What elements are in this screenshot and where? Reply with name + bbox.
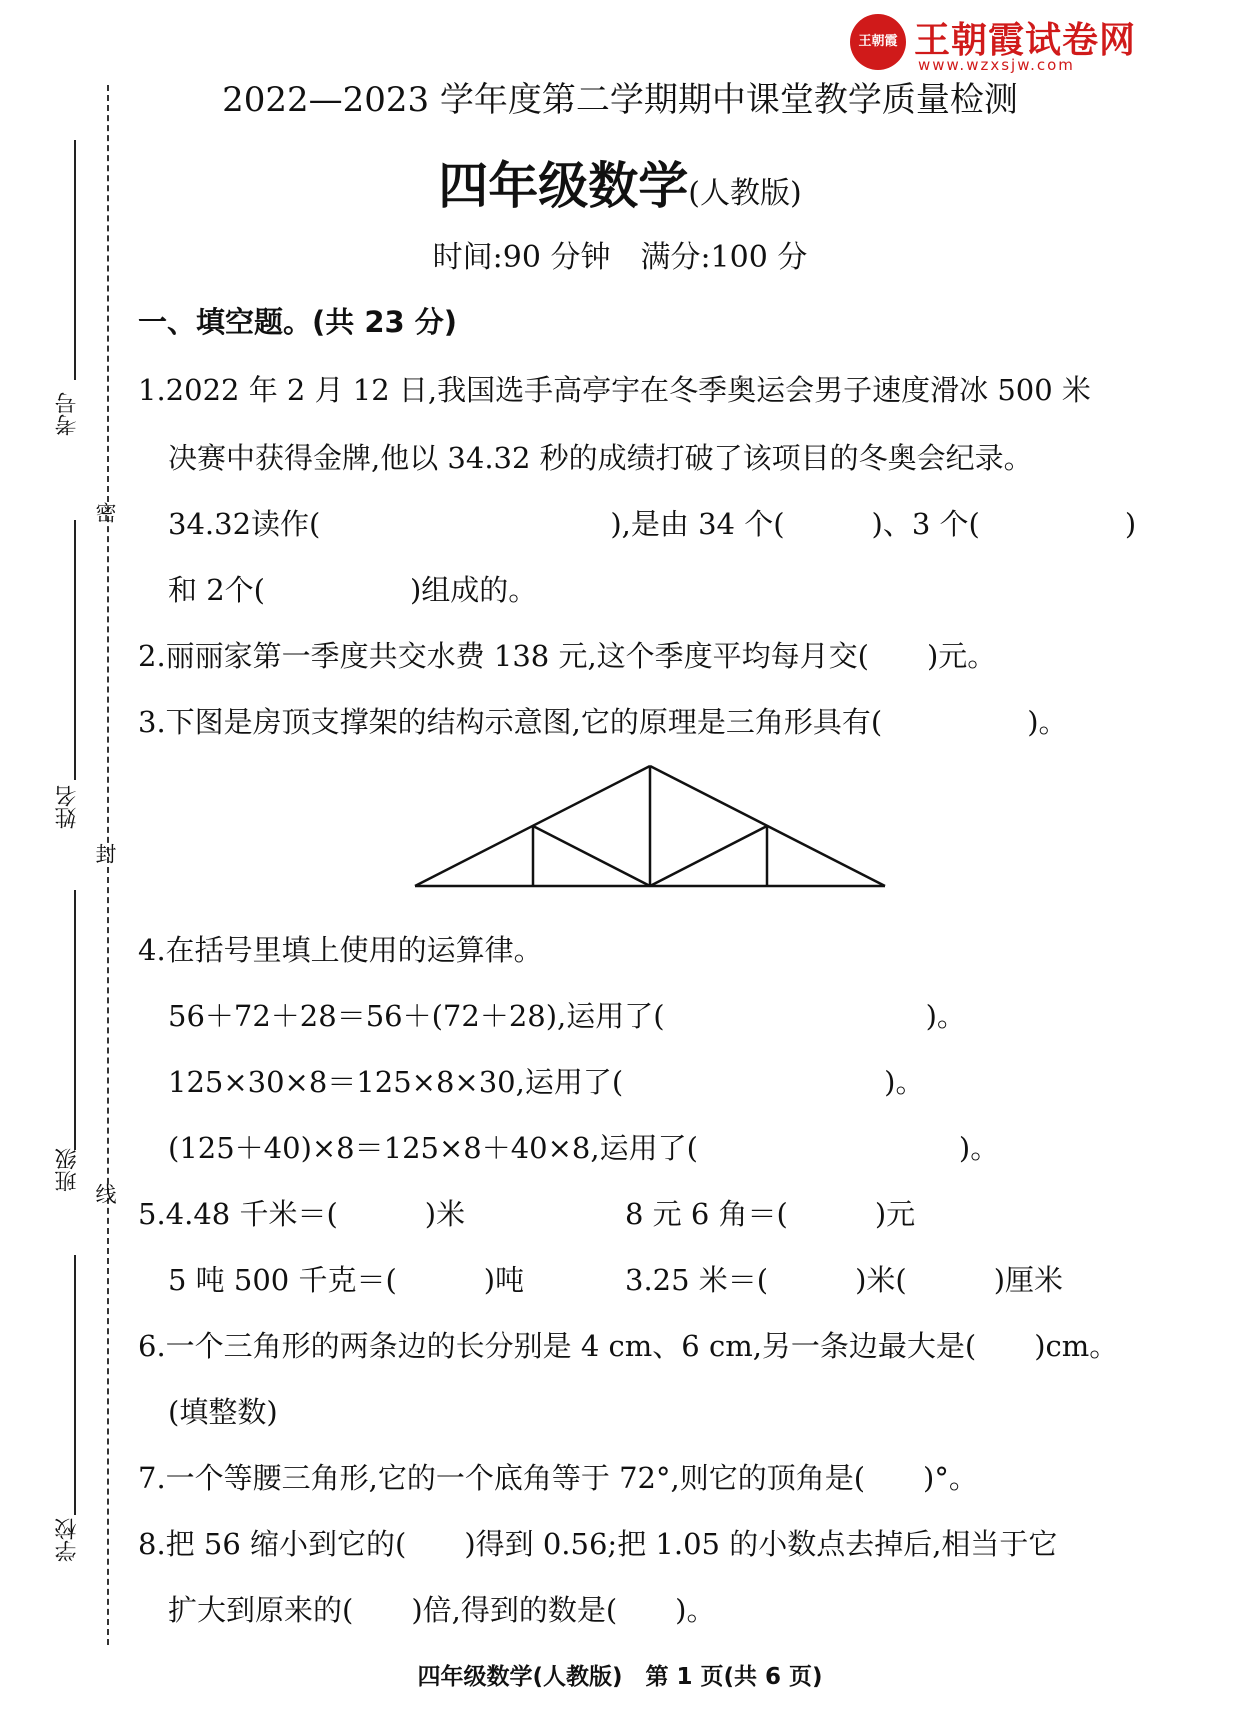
- q4-line-3: (125＋40)×8＝125×8＋40×8,运用了( )。: [168, 1131, 1000, 1165]
- page-footer: 四年级数学(人教版) 第 1 页(共 6 页): [417, 1664, 823, 1690]
- q8-line-2: 扩大到原来的( )倍,得到的数是( )。: [168, 1593, 716, 1627]
- q4-line-2: 125×30×8＝125×8×30,运用了( )。: [168, 1065, 925, 1099]
- margin-label-class: 班级: [55, 1148, 80, 1192]
- roof-truss-figure: [410, 760, 890, 895]
- q3-line: 3.下图是房顶支撑架的结构示意图,它的原理是三角形具有( )。: [138, 705, 1068, 739]
- q1-line-3: 34.32读作( ),是由 34 个( )、3 个( ): [168, 507, 1137, 541]
- time-info: 时间:90 分钟 满分:100 分: [432, 240, 808, 275]
- seal-word-xian: 线: [93, 1183, 117, 1204]
- q4-line-1: 56＋72＋28＝56＋(72＋28),运用了( )。: [168, 999, 966, 1033]
- q5-a: 5.4.48 千米＝( )米: [138, 1197, 466, 1231]
- margin-rule-name: [74, 520, 76, 780]
- q7-line: 7.一个等腰三角形,它的一个底角等于 72°,则它的顶角是( )°。: [138, 1461, 978, 1495]
- truss-left-brace: [533, 826, 650, 886]
- binding-dashed-line: [107, 85, 109, 1645]
- title-text: 四年级数学: [438, 157, 689, 215]
- page-title: [120, 146, 1120, 218]
- q6-line-1: 6.一个三角形的两条边的长分别是 4 cm、6 cm,另一条边最大是( )cm。: [138, 1329, 1119, 1363]
- exam-name: 2022—2023 学年度第二学期期中课堂教学质量检测: [222, 80, 1018, 120]
- site-logo: [850, 12, 1170, 74]
- logo-seal: 王朝霞: [850, 14, 906, 70]
- q5-d: 3.25 米＝( )米( )厘米: [625, 1263, 1064, 1297]
- q5-b: 8 元 6 角＝( )元: [625, 1197, 916, 1231]
- q1-line-2: 决赛中获得金牌,他以 34.32 秒的成绩打破了该项目的冬奥会纪录。: [168, 441, 1033, 475]
- margin-rule-exam-no: [74, 140, 76, 380]
- logo-name: 王朝霞试卷网: [914, 20, 1137, 61]
- margin-rule-school: [74, 1255, 76, 1515]
- q1-line-1: 1.2022 年 2 月 12 日,我国选手高亭宇在冬季奥运会男子速度滑冰 500 米: [138, 373, 1091, 407]
- q4-intro: 4.在括号里填上使用的运算律。: [138, 933, 543, 967]
- q5-c: 5 吨 500 千克＝( )吨: [168, 1263, 525, 1297]
- q8-line-1: 8.把 56 缩小到它的( )得到 0.56;把 1.05 的小数点去掉后,相当于它: [138, 1527, 1058, 1561]
- margin-label-school: 学校: [55, 1518, 80, 1562]
- section-heading: 一、填空题。(共 23 分): [138, 305, 458, 339]
- q1-line-4: 和 2个( )组成的。: [168, 573, 538, 607]
- logo-url: www.wzxsjw.com: [918, 56, 1075, 74]
- q6-line-2: (填整数): [168, 1395, 278, 1429]
- seal-word-feng: 封: [93, 843, 117, 864]
- q2-line: 2.丽丽家第一季度共交水费 138 元,这个季度平均每月交( )元。: [138, 639, 997, 673]
- seal-word-mi: 密: [93, 502, 117, 523]
- margin-label-exam-no: 考号: [55, 392, 80, 436]
- margin-label-name: 姓名: [55, 785, 80, 829]
- edition-text: (人教版): [688, 176, 802, 211]
- margin-rule-class: [74, 890, 76, 1150]
- truss-right-brace: [650, 826, 767, 886]
